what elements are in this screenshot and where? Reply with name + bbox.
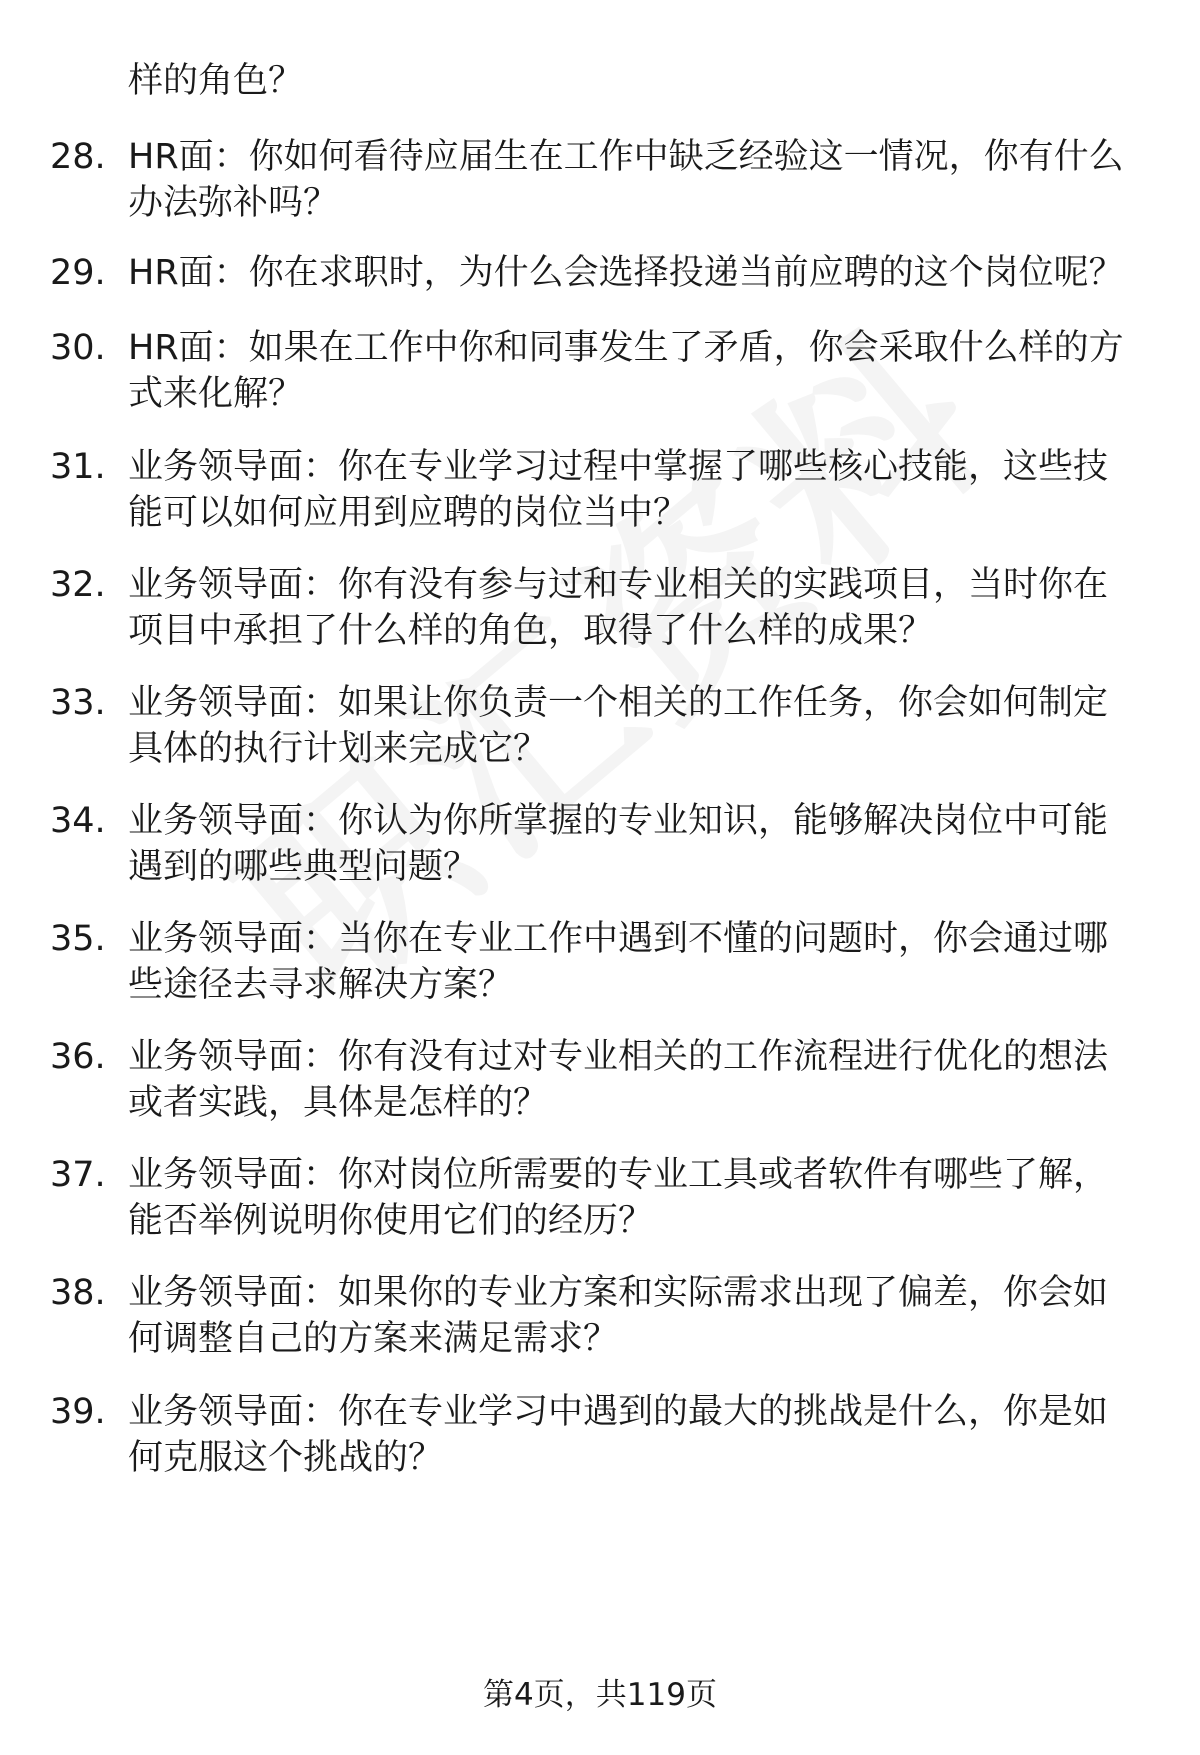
question-text: HR面：你在求职时，为什么会选择投递当前应聘的这个岗位呢？ [128,253,1124,293]
continuation-text: 样的角色？ [128,61,304,101]
question-number: 28. [50,137,106,177]
question-text: 业务领导面：你认为你所掌握的专业知识，能够解决岗位中可能遇到的哪些典型问题？ [128,801,1109,887]
question-item [50,562,1160,654]
question-number: 32. [50,565,106,605]
question-number: 38. [50,1273,106,1313]
question-item [50,250,1160,296]
question-text: HR面：你如何看待应届生在工作中缺乏经验这一情况，你有什么办法弥补吗？ [128,137,1124,223]
question-number: 37. [50,1155,106,1195]
question-number: 39. [50,1392,106,1432]
question-text: 业务领导面：如果让你负责一个相关的工作任务，你会如何制定具体的执行计划来完成它？ [128,683,1109,769]
question-number: 33. [50,683,106,723]
question-text: 业务领导面：你有没有参与过和专业相关的实践项目，当时你在项目中承担了什么样的角色，取得了什么样的成果？ [128,565,1109,651]
question-text: 业务领导面：当你在专业工作中遇到不懂的问题时，你会通过哪些途径去寻求解决方案？ [128,919,1109,1005]
question-text: 业务领导面：你对岗位所需要的专业工具或者软件有哪些了解，能否举例说明你使用它们的经历？ [128,1155,1109,1241]
question-item [50,1152,1160,1244]
question-text: 业务领导面：你在专业学习过程中掌握了哪些核心技能，这些技能可以如何应用到应聘的岗位当中？ [128,447,1109,533]
question-number: 35. [50,919,106,959]
question-item [50,680,1160,772]
question-item [50,134,1160,226]
question-number: 31. [50,447,106,487]
question-number: 30. [50,328,106,368]
question-item [50,798,1160,890]
question-text: 业务领导面：你有没有过对专业相关的工作流程进行优化的想法或者实践，具体是怎样的？ [128,1037,1109,1123]
question-number: 34. [50,801,106,841]
page-footer: 第4页，共119页 [483,1677,717,1713]
question-text: 业务领导面：如果你的专业方案和实际需求出现了偏差，你会如何调整自己的方案来满足需求？ [128,1273,1109,1359]
question-number: 29. [50,253,106,293]
question-item [50,1034,1160,1126]
question-item [50,444,1160,536]
question-number: 36. [50,1037,106,1077]
question-item [50,1270,1160,1362]
question-item [50,1389,1160,1481]
question-item [50,916,1160,1008]
question-text: 业务领导面：你在专业学习中遇到的最大的挑战是什么，你是如何克服这个挑战的？ [128,1392,1109,1478]
question-text: HR面：如果在工作中你和同事发生了矛盾，你会采取什么样的方式来化解？ [128,328,1124,414]
question-item [50,325,1160,417]
